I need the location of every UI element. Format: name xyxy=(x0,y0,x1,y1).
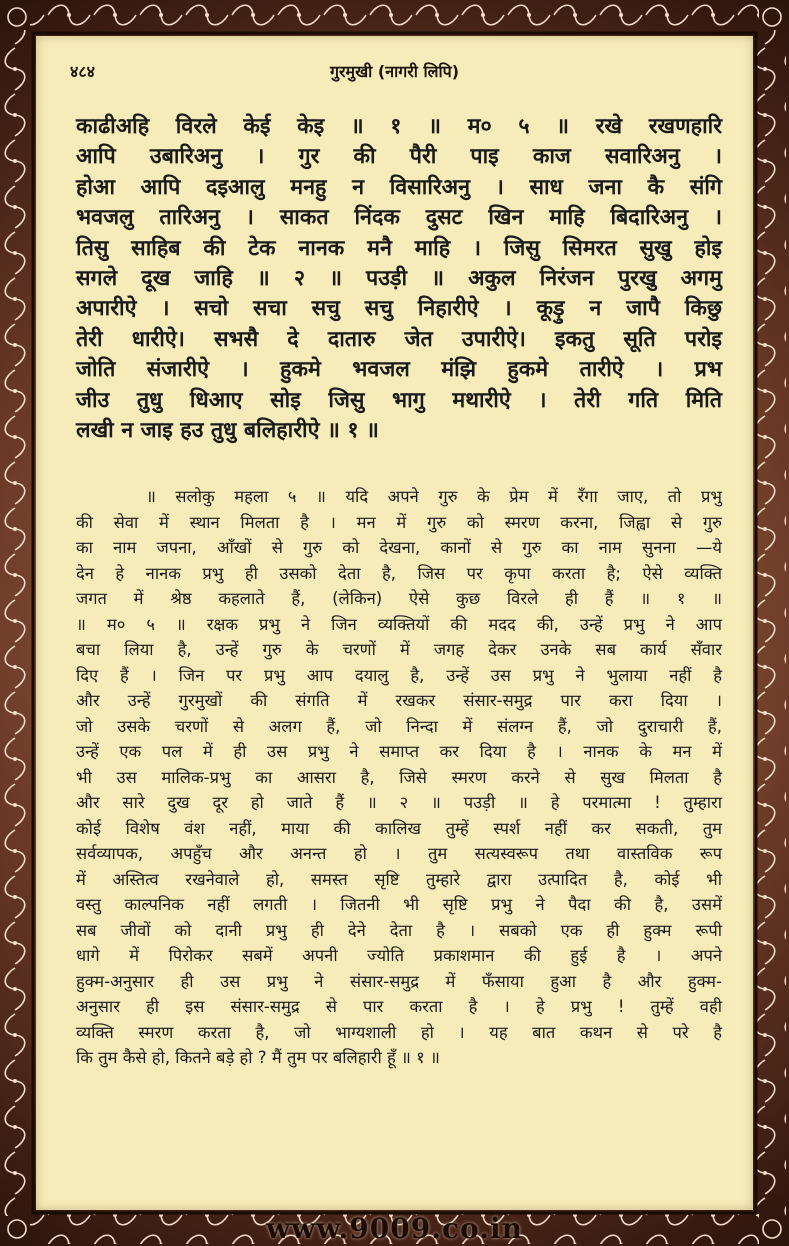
verse-line: काढीअहि विरले केई केइ ॥ १ ॥ म० ५ ॥ रखे रखणहारि xyxy=(76,114,722,139)
translation-line: जो उसके चरणों से अलग हैं, जो निन्दा में संलग्न हैं, जो दुराचारी हैं, xyxy=(76,716,722,736)
verse-line: जीउ तुधु धिआए सोइ जिसु भागु मथारीऐ । तेरी गति मिति xyxy=(76,387,722,413)
website-watermark: www.9009.co.in xyxy=(266,1212,523,1245)
translation-line: ॥ सलोकु महला ५ ॥ यदि अपने गुरु के प्रेम में रँगा जाए, तो प्रभु xyxy=(146,487,722,506)
verse-line: भवजलु तारिअनु । साकत निंदक दुसट खिन माहि बिदारिअनु । xyxy=(76,205,722,231)
translation-line: कोई विशेष वंश नहीं, माया की कालिख तुम्हें स्पर्श नहीं कर सकती, तुम xyxy=(76,818,722,838)
translation-line: की सेवा में स्थान मिलता है । मन में गुरु को स्मरण करना, जिह्वा से गुरु xyxy=(76,512,722,532)
translation-line: और उन्हें गुरमुखों की संगति में रखकर संसार-समुद्र पार करा दिया । xyxy=(76,691,722,710)
translation-line: धागे में पिरोकर सबमें अपनी ज्योति प्रकाशमान की हुई है । अपने xyxy=(76,946,722,965)
translation-line: देन हे नानक प्रभु ही उसको देता है, जिस पर कृपा करता है; ऐसे व्यक्ति xyxy=(76,563,722,583)
translation-line: सब जीवों को दानी प्रभु ही देने देता है । सबको एक ही हुक्म रूपी xyxy=(76,920,722,940)
translation-line: हुक्म-अनुसार ही उस प्रभु ने संसार-समुद्र में फँसाया हुआ है और हुक्म- xyxy=(76,971,722,991)
verse-line: तिसु साहिब की टेक नानक मनै माहि । जिसु सिमरत सुखु होइ xyxy=(76,235,722,261)
translation-line: व्यक्ति स्मरण करता है, जो भाग्यशाली हो । यह बात कथन से परे है xyxy=(76,1022,722,1042)
translation-line: वस्तु काल्पनिक नहीं लगती । जितनी भी सृष्टि प्रभु ने पैदा की है, उसमें xyxy=(76,895,722,914)
book-page xyxy=(36,36,753,1210)
translation-line: का नाम जपना, आँखों से गुरु को देखना, कानों से गुरु का नाम सुनना —ये xyxy=(76,538,722,557)
translation-line: जगत में श्रेष्ठ कहलाते हैं, (लेकिन) ऐसे कुछ विरले ही हैं ॥ १ ॥ xyxy=(76,589,722,608)
translation-line: ॥ म० ५ ॥ रक्षक प्रभु ने जिन व्यक्तियों की मदद की, उन्हें प्रभु ने आप xyxy=(76,614,722,634)
verse-line: लखी न जाइ हउ तुधु बलिहारीऐ ॥ १ ॥ xyxy=(76,418,379,444)
page-number: ४८४ xyxy=(70,62,95,81)
verse-line: होआ आपि दइआलु मनहु न विसारिअनु । साध जना कै संगि xyxy=(76,174,722,200)
translation-line: बचा लिया है, उन्हें गुरु के चरणों में जगह देकर उनके सब कार्य सँवार xyxy=(76,640,722,659)
verse-line: सगले दूख जाहि ॥ २ ॥ पउड़ी ॥ अकुल निरंजन पुरखु अगमु xyxy=(76,266,722,292)
page-header xyxy=(36,60,753,82)
translation-line: दिए हैं । जिन पर प्रभु आप दयालु है, उन्हें उस प्रभु ने भुलाया नहीं है xyxy=(76,665,722,685)
verse-line: आपि उबारिअनु । गुर की पैरी पाइ काज सवारिअनु । xyxy=(76,144,722,170)
translation-line: भी उस मालिक-प्रभु का आसरा है, जिसे स्मरण करने से सुख मिलता है xyxy=(76,767,722,787)
translation-block xyxy=(76,484,722,1071)
translation-line: और सारे दुख दूर हो जाते हैं ॥ २ ॥ पउड़ी ॥ हे परमात्मा ! तुम्हारा xyxy=(76,793,722,812)
verse-line: जोति संजारीऐ । हुकमे भवजल मंझि हुकमे तारीऐ । प्रभ xyxy=(76,357,722,383)
translation-line: सर्वव्यापक, अपहुँच और अनन्त हो । तुम सत्यस्वरूप तथा वास्तविक रूप xyxy=(76,844,722,863)
translation-line: अनुसार ही इस संसार-समुद्र से पार करता है । हे प्रभु ! तुम्हें वही xyxy=(76,997,722,1016)
gurbani-verse-block xyxy=(76,112,722,446)
verse-line: तेरी धारीऐ। सभसै दे दातारु जेत उपारीऐ। इकतु सूति परोइ xyxy=(76,326,722,352)
page-title: गुरमुखी (नागरी लिपि) xyxy=(329,62,460,81)
verse-line: अपारीऐ । सचो सचा सचु सचु निहारीऐ । कूड़ु न जापै किछु xyxy=(76,296,722,322)
translation-line: कि तुम कैसे हो, कितने बड़े हो ? मैं तुम पर बलिहारी हूँ ॥ १ ॥ xyxy=(76,1048,440,1067)
translation-line: उन्हें एक पल में ही उस प्रभु ने समाप्त कर दिया है । नानक के मन में xyxy=(76,742,722,761)
translation-line: में अस्तित्व रखनेवाले हो, समस्त सृष्टि तुम्हारे द्वारा उत्पादित है, कोई भी xyxy=(76,869,722,889)
